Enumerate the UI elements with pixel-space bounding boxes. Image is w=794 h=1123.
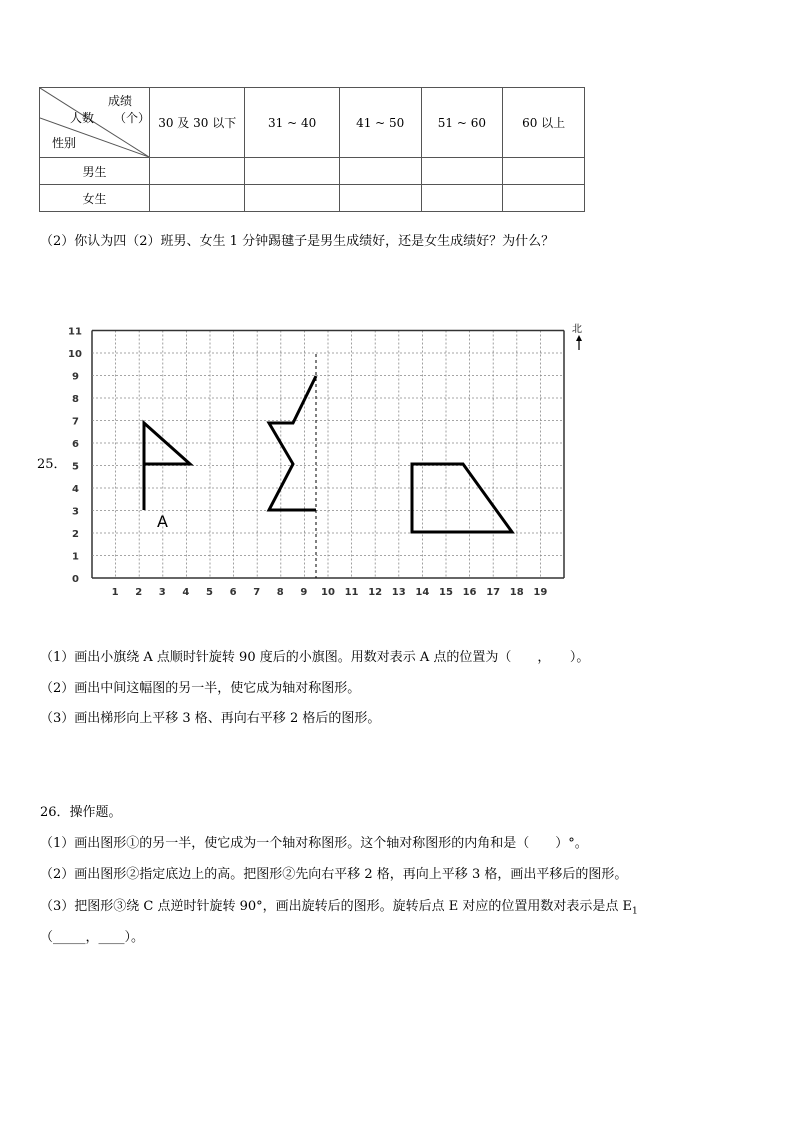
y-tick-label: 8: [72, 394, 79, 405]
flag-shape: [144, 423, 190, 510]
q26-part3-subscript: 1: [632, 906, 638, 917]
grid-figure: [60, 318, 600, 598]
table-cell[interactable]: [150, 158, 245, 185]
column-header: 30 及 30 以下: [150, 88, 245, 158]
column-header: 51 ~ 60: [421, 88, 503, 158]
y-tick-label: 2: [72, 529, 79, 540]
y-tick-label: 11: [68, 326, 82, 338]
q26-part3-answer: （_____，____）。: [40, 930, 145, 945]
y-tick-label: 10: [68, 349, 82, 360]
table-cell[interactable]: [339, 185, 421, 212]
header-score: 成绩: [108, 94, 133, 108]
table-row: [40, 185, 585, 212]
y-tick-label: 0: [72, 574, 79, 585]
column-header: 60 以上: [503, 88, 585, 158]
y-tick-label: 7: [72, 416, 79, 428]
q26-part2: （2）画出图形②指定底边上的高。把图形②先向右平移 2 格，再向上平移 3 格，画出平移后的图形。: [40, 867, 628, 882]
q25-part3: （3）画出梯形向上平移 3 格、再向右平移 2 格后的图形。: [40, 711, 381, 726]
table-cell[interactable]: [421, 185, 503, 212]
x-tick-label: 1: [111, 587, 119, 598]
x-tick-label: 6: [229, 587, 237, 598]
x-tick-label: 15: [439, 587, 453, 598]
x-tick-label: 8: [276, 587, 284, 598]
table-cell[interactable]: [421, 158, 503, 185]
table-cell[interactable]: [245, 158, 339, 185]
table-cell[interactable]: [503, 158, 585, 185]
trapezoid-shape: [412, 464, 512, 532]
score-table: [39, 87, 585, 212]
x-tick-label: 9: [300, 587, 308, 598]
q26-title: 26．操作题。: [40, 805, 122, 820]
x-tick-label: 18: [509, 587, 524, 598]
header-gender: 性别: [52, 136, 77, 150]
q26-part3: [40, 895, 638, 917]
row-label-boys: 男生: [40, 158, 150, 185]
row-label-girls: 女生: [40, 185, 150, 212]
table-cell[interactable]: [150, 185, 245, 212]
column-header: 41 ~ 50: [339, 88, 421, 158]
x-tick-label: 19: [533, 587, 548, 598]
x-tick-label: 14: [415, 587, 430, 598]
diagonal-header-cell: [40, 88, 150, 158]
q26-part1: （1）画出图形①的另一半，使它成为一个轴对称图形。这个轴对称图形的内角和是（ ）°。: [40, 836, 588, 851]
x-tick-label: 3: [158, 587, 166, 598]
north-label: 北: [572, 324, 582, 335]
table-cell[interactable]: [503, 185, 585, 212]
x-tick-label: 4: [182, 587, 190, 598]
y-tick-label: 4: [72, 484, 79, 495]
q26-part3-text: （3）把图形③绕 C 点逆时针旋转 90°，画出旋转后的图形。旋转后点 E 对应的位置用数对表示是点 E: [40, 899, 633, 914]
x-tick-label: 10: [321, 587, 335, 598]
q25-part1: （1）画出小旗绕 A 点顺时针旋转 90 度后的小旗图。用数对表示 A 点的位置为（ ， ）。: [40, 650, 590, 665]
header-count: 人数: [70, 111, 95, 125]
north-arrow-icon: [576, 335, 582, 350]
x-tick-label: 2: [135, 587, 143, 598]
x-tick-label: 16: [462, 587, 477, 598]
table-cell[interactable]: [245, 185, 339, 212]
x-tick-label: 12: [368, 587, 383, 598]
table-row: [40, 158, 585, 185]
column-header: 31 ~ 40: [245, 88, 339, 158]
header-unit: （个）: [114, 111, 151, 125]
y-axis-ticks: [68, 327, 82, 586]
grid-lines: [92, 331, 564, 579]
x-tick-label: 7: [253, 587, 261, 598]
point-a-label: A: [157, 512, 168, 531]
x-tick-label: 17: [486, 587, 501, 598]
x-tick-label: 13: [391, 587, 406, 598]
q25-number: 25．: [37, 457, 67, 472]
x-tick-label: 11: [344, 587, 359, 598]
y-tick-label: 1: [72, 551, 79, 563]
table-cell[interactable]: [339, 158, 421, 185]
q24-part2-text: （2）你认为四（2）班男、女生 1 分钟踢毽子是男生成绩好，还是女生成绩好？为什么？: [40, 234, 555, 249]
x-axis-ticks: [112, 587, 548, 598]
x-tick-label: 5: [206, 587, 213, 598]
q25-part2: （2）画出中间这幅图的另一半，使它成为轴对称图形。: [40, 681, 361, 696]
y-tick-label: 9: [72, 371, 79, 383]
y-tick-label: 6: [72, 439, 79, 450]
y-tick-label: 3: [72, 506, 79, 518]
y-tick-label: 5: [72, 461, 79, 473]
